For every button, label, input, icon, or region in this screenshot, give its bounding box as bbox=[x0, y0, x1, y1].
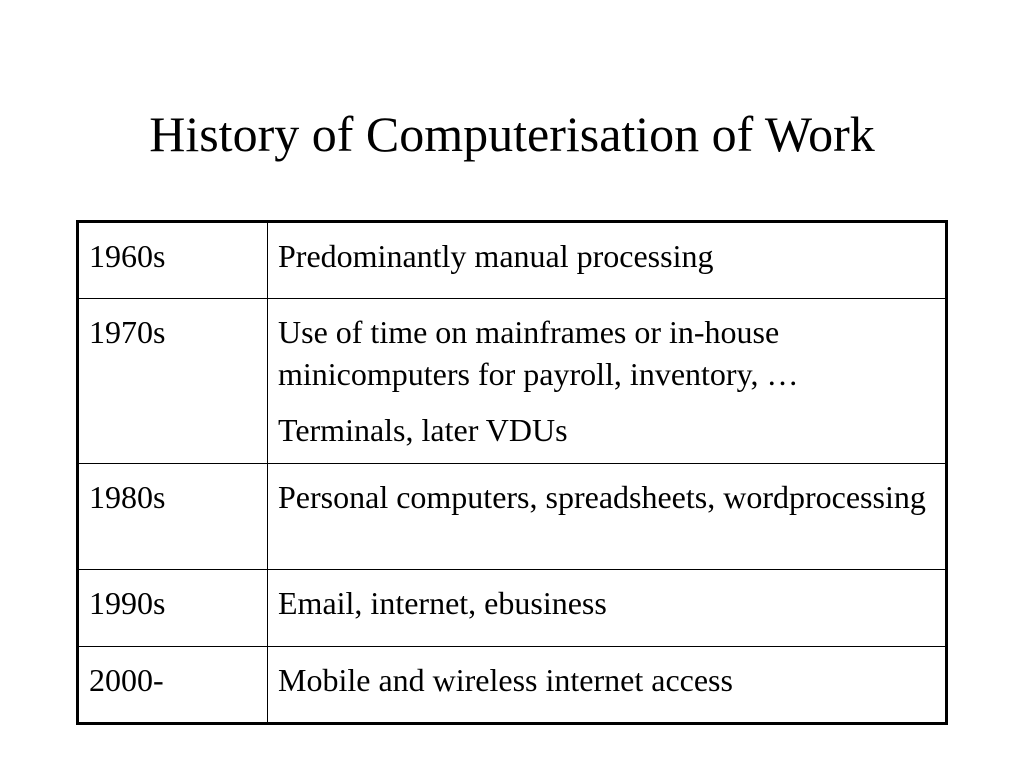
description-line: Personal computers, spreadsheets, wordprocessing bbox=[278, 479, 926, 515]
description-line: Use of time on mainframes or in-house minicomputers for payroll, inventory, … bbox=[278, 314, 799, 392]
table-row bbox=[78, 299, 947, 464]
table-row bbox=[78, 647, 947, 724]
history-table bbox=[76, 220, 948, 725]
description-cell bbox=[268, 222, 947, 299]
description-cell bbox=[268, 647, 947, 724]
table-row bbox=[78, 464, 947, 570]
description-line: Predominantly manual processing bbox=[278, 238, 714, 274]
description-cell bbox=[268, 464, 947, 570]
description-line: Mobile and wireless internet access bbox=[278, 662, 733, 698]
description-line: Email, internet, ebusiness bbox=[278, 585, 607, 621]
description-cell bbox=[268, 570, 947, 647]
slide-title: History of Computerisation of Work bbox=[149, 106, 875, 162]
decade-cell: 1960s bbox=[78, 222, 268, 299]
decade-cell: 1980s bbox=[78, 464, 268, 570]
description-cell bbox=[268, 299, 947, 464]
description-line: Terminals, later VDUs bbox=[278, 412, 568, 448]
decade-cell: 1970s bbox=[78, 299, 268, 464]
decade-cell: 1990s bbox=[78, 570, 268, 647]
table-row bbox=[78, 222, 947, 299]
table-row bbox=[78, 570, 947, 647]
decade-cell: 2000- bbox=[78, 647, 268, 724]
